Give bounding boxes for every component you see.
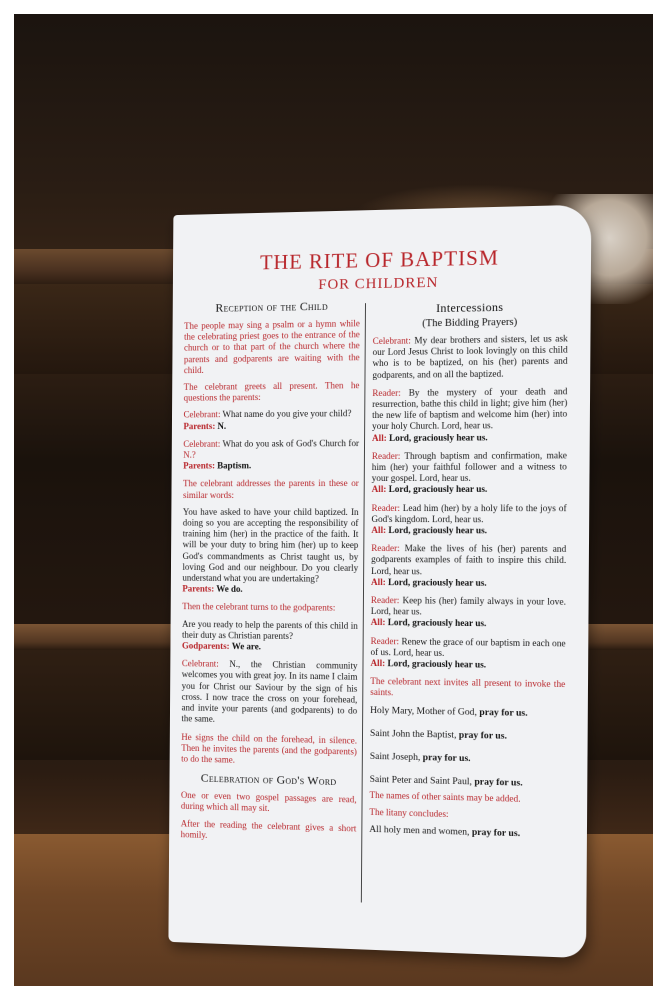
rubric: One or even two gospel passages are read, during which all may sit. <box>180 790 357 814</box>
litany-line <box>370 728 565 744</box>
speaker-label: Reader: <box>370 635 400 646</box>
photo <box>14 14 653 986</box>
intercession <box>372 333 567 381</box>
litany-response: pray for us. <box>458 729 508 742</box>
response-text: Baptism. <box>217 460 252 471</box>
speaker-label: Reader: <box>371 543 400 554</box>
response-text: Lord, graciously hear us. <box>388 484 488 495</box>
dialogue <box>183 409 359 432</box>
dialogue <box>182 619 358 654</box>
speaker-label: Celebrant: <box>183 409 221 420</box>
rubric: The people may sing a psalm or a hymn while the celebrating priest goes to the entrance of the church or to that part of the church where the parents and godparents are waiting with the child. <box>183 318 360 375</box>
saint-name: Holy Mary, Mother of God, <box>370 704 477 718</box>
speaker-label: Reader: <box>370 595 400 606</box>
rubric: The celebrant addresses the parents in these or similar words: <box>182 478 359 500</box>
litany-line <box>370 705 565 721</box>
left-column <box>181 298 360 851</box>
speaker-label: All: <box>370 617 386 628</box>
response-text: N. <box>217 420 227 431</box>
rubric: After the reading the celebrant gives a short homily. <box>180 817 357 840</box>
subheading-bidding-prayers: (The Bidding Prayers) <box>422 316 518 330</box>
saint-name: Saint Joseph, <box>369 750 421 763</box>
speaker-label: All: <box>370 658 386 669</box>
dialogue-text: What do you ask of God's Church for <box>222 437 360 449</box>
litany-line <box>370 751 565 767</box>
intercession-text: Make the lives of his (her) parents and godparents examples of faith to inspire this child. Lord, hear us. <box>371 543 567 576</box>
dialogue <box>181 659 357 729</box>
speaker-label: Reader: <box>371 502 401 513</box>
leaflet-subtitle: FOR CHILDREN <box>318 274 439 294</box>
dialogue-text: Are you ready to help the parents of this child in their duty as Christian parents? <box>182 618 358 641</box>
response-text: We do. <box>216 584 243 595</box>
saint-name: Saint John the Baptist, <box>369 727 457 741</box>
speaker-label: Celebrant: <box>181 658 219 669</box>
baptism-leaflet <box>168 205 591 959</box>
intercession <box>371 503 566 537</box>
dialogue <box>183 438 359 472</box>
name-placeholder: N.? <box>183 449 196 460</box>
intercession-text: Through baptism and confirmation, make him (her) your faithful follower and a witness to your gospel. Lord, hear us. <box>371 450 568 484</box>
intercession-text: Keep his (her) family always in your love. Lord, hear us. <box>370 595 566 617</box>
speaker-label: All: <box>371 484 387 495</box>
right-column <box>369 299 568 853</box>
speaker-label: Godparents: <box>181 640 230 652</box>
speaker-label: Celebrant: <box>183 438 221 449</box>
intercession-text: By the mystery of your death and resurrection, bathe this child in light; give him (her) the new life of baptism and welcome him (her) into your holy Church. Lord, hear us. <box>372 385 568 432</box>
heading-reception: Reception of the Child <box>215 298 329 315</box>
response-text: Lord, graciously hear us. <box>387 658 487 670</box>
speaker-label: Celebrant: <box>372 335 411 347</box>
heading-word: Celebration of God's Word <box>200 770 337 789</box>
column-divider <box>361 303 366 902</box>
intercession-text: My dear brothers and sisters, let us ask our Lord Jesus Christ to look lovingly on this child who is to be baptized, on his (her) parents and godparents, and on all the baptized. <box>372 333 568 380</box>
intercession-text: Lead him (her) by a holy life to the joys of God's kingdom. Lord, hear us. <box>371 502 567 525</box>
response-text: Lord, graciously hear us. <box>388 576 487 588</box>
speaker-label: All: <box>371 525 387 536</box>
intercession <box>372 386 567 444</box>
rubric: Then the celebrant turns to the godparents: <box>182 601 336 614</box>
rubric: The celebrant next invites all present to invoke the saints. <box>370 676 566 698</box>
speaker-label: Parents: <box>183 420 216 431</box>
speaker-label: Reader: <box>371 450 401 461</box>
litany-line <box>369 824 564 842</box>
rubric: The celebrant greets all present. Then he questions the parents: <box>183 380 360 403</box>
dialogue-text: What name do you give your child? <box>222 408 352 420</box>
litany-response: pray for us. <box>474 776 523 789</box>
intercession <box>372 450 567 496</box>
rubric: The names of other saints may be added. <box>369 789 521 804</box>
speaker-label: All: <box>371 432 387 443</box>
litany-line <box>370 774 565 791</box>
heading-intercessions: Intercessions <box>436 299 504 316</box>
intercession <box>370 636 565 672</box>
intercession <box>371 543 566 589</box>
dialogue <box>182 507 358 597</box>
intercession-text: Renew the grace of our baptism in each one of us. Lord, hear us. <box>370 635 566 658</box>
speaker-label: Parents: <box>183 460 216 471</box>
speaker-label: Reader: <box>372 387 401 398</box>
dialogue-text: You have asked to have your child baptized. In doing so you are accepting the responsibility of training him (her) in the practice of the faith. It will be your duty to bring him (her) up to keep God's commandments as Christ taught us, by loving God and our neighbour. Do you clearly understand what you are undertaking? <box>182 506 359 584</box>
litany-response: pray for us. <box>422 751 471 764</box>
leaflet-title: THE RITE OF BAPTISM <box>259 245 500 275</box>
litany-response: pray for us. <box>479 706 528 719</box>
litany-response: pray for us. <box>471 826 521 840</box>
response-text: Lord, graciously hear us. <box>388 525 488 536</box>
saint-name: Saint Peter and Saint Paul, <box>369 773 472 788</box>
saint-name: All holy men and women, <box>369 823 470 838</box>
intercession <box>371 595 566 631</box>
rubric: He signs the child on the forehead, in silence. Then he invites the parents (and the godparents) to do the same. <box>181 731 358 765</box>
dialogue-text: N., the Christian community welcomes you with great joy. In its name I claim you for Christ our Saviour by the sign of his cross. I now trace the cross on your forehead, and invite your parents (and godparents) to do the same. <box>181 659 358 725</box>
speaker-label: All: <box>370 576 386 587</box>
response-text: Lord, graciously hear us. <box>387 617 487 629</box>
speaker-label: Parents: <box>182 583 215 594</box>
rubric: The litany concludes: <box>369 806 449 819</box>
response-text: We are. <box>231 641 261 652</box>
response-text: Lord, graciously hear us. <box>389 431 488 443</box>
